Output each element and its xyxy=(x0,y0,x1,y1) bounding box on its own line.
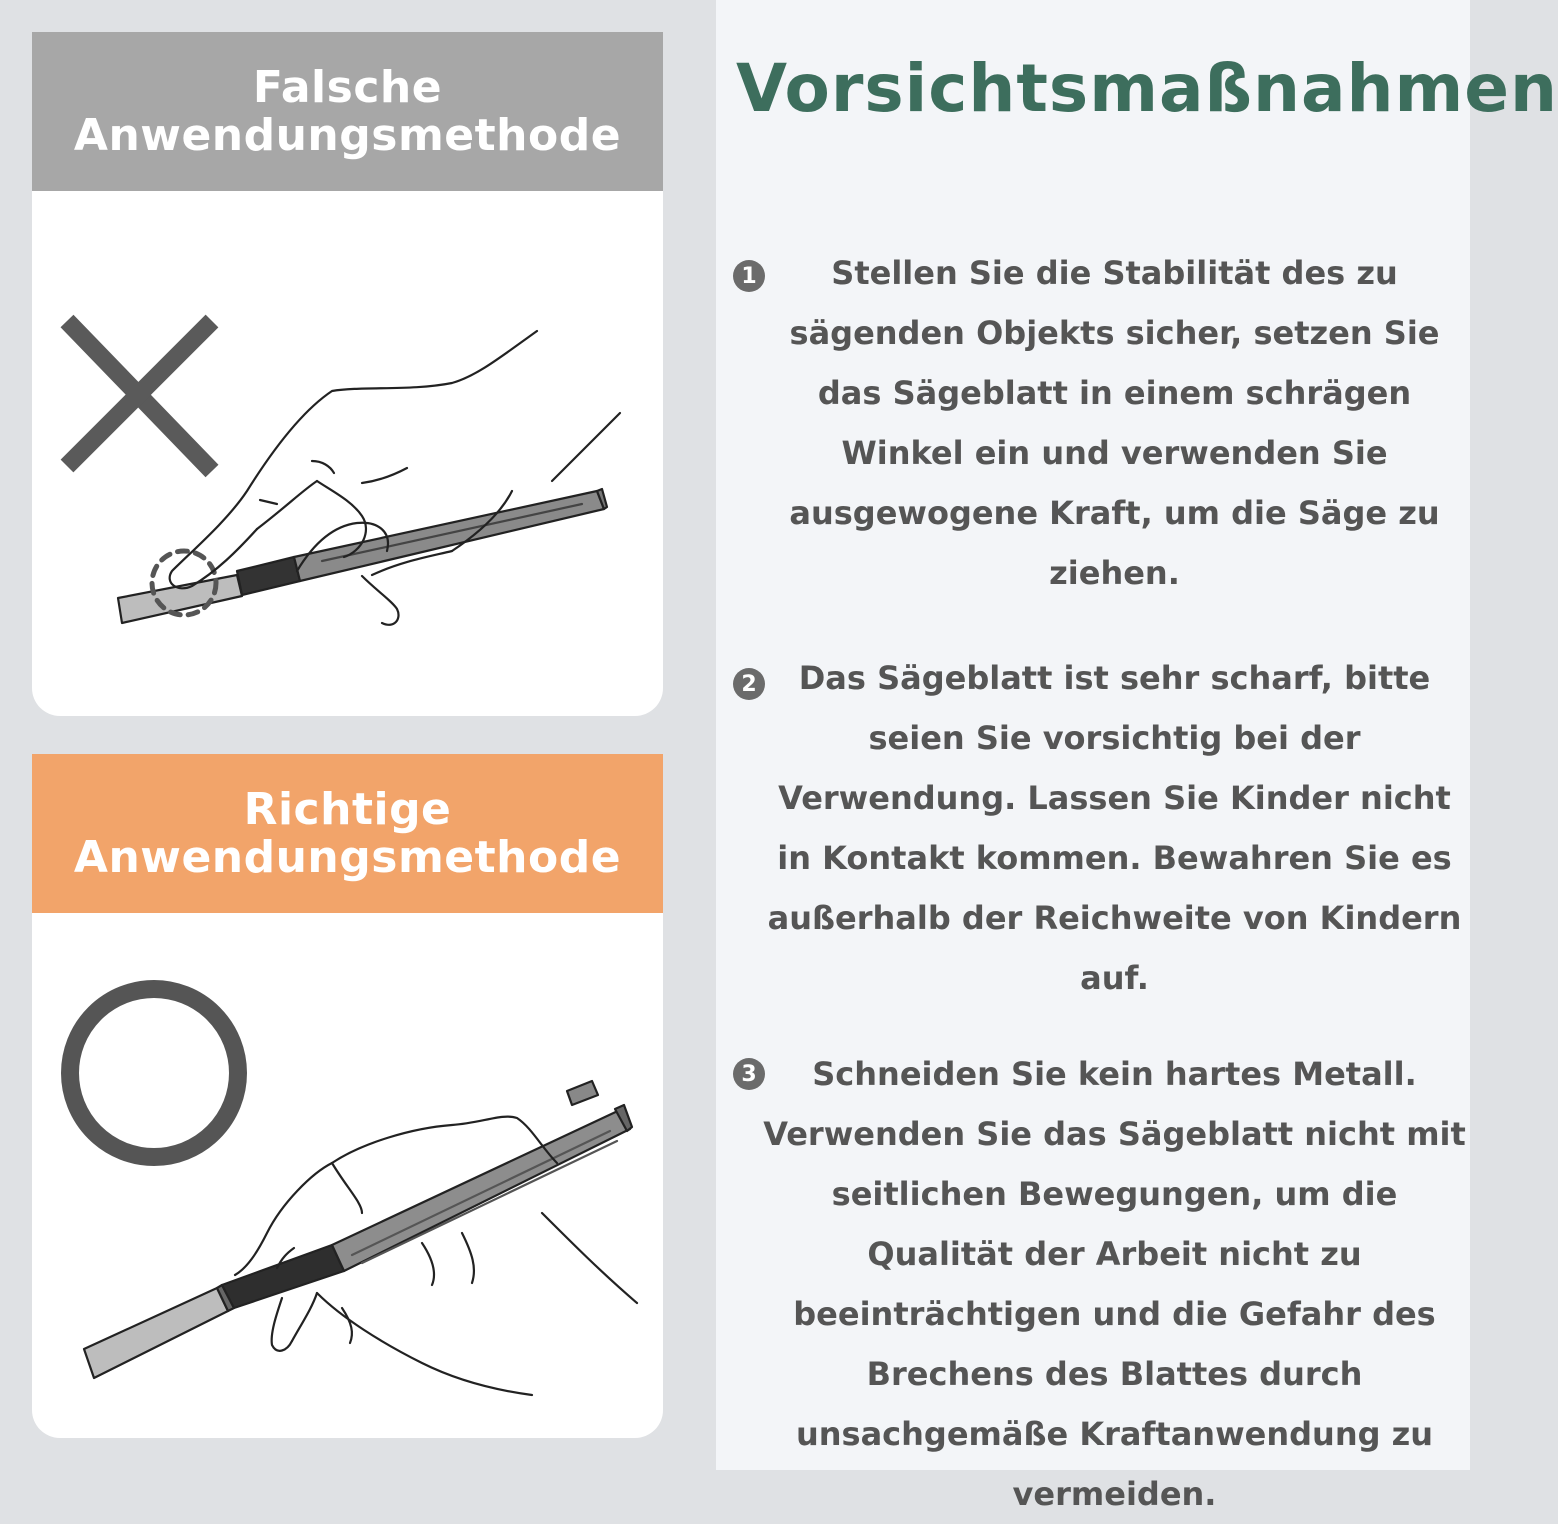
wrong-usage-card xyxy=(32,32,663,716)
wrong-usage-illustration xyxy=(32,191,663,716)
precaution-text-1: Stellen Sie die Stabilität des zu sägenden Objekts sicher, setzen Sie das Sägeblatt in einem schrägen Winkel ein und verwenden Sie ausgewogene Kraft, um die Säge zu ziehen. xyxy=(789,254,1440,592)
correct-usage-illustration xyxy=(32,913,663,1438)
wrong-usage-header-line2: Anwendungsmethode xyxy=(73,109,622,161)
precaution-text-3: Schneiden Sie kein hartes Metall. Verwenden Sie das Sägeblatt nicht mit seitlichen Bewegungen, um die Qualität der Arbeit nicht zu beeinträchtigen und die Gefahr des Brechens des Blattes durch unsachgemäße Kraftanwendung zu vermeiden. xyxy=(763,1055,1466,1513)
correct-usage-header xyxy=(32,754,663,913)
wrong-usage-header xyxy=(32,32,663,191)
correct-usage-card xyxy=(32,754,663,1438)
hand-holding-saw-correct xyxy=(84,1081,637,1395)
hand-holding-saw-wrong xyxy=(118,331,620,625)
cross-icon xyxy=(67,321,212,471)
precautions-title: Vorsichtsmaßnahmen xyxy=(736,50,1558,127)
number-badge-1: 1 xyxy=(733,260,765,292)
number-badge-3: 3 xyxy=(733,1058,765,1090)
circle-icon xyxy=(70,989,238,1157)
correct-usage-header-line1: Richtige xyxy=(243,783,452,835)
correct-usage-header-line2: Anwendungsmethode xyxy=(73,831,622,883)
usage-comparison-panel xyxy=(0,0,716,1470)
number-badge-2: 2 xyxy=(733,668,765,700)
wrong-usage-header-line1: Falsche xyxy=(252,61,443,113)
precaution-text-2: Das Sägeblatt ist sehr scharf, bitte seien Sie vorsichtig bei der Verwendung. Lassen Sie Kinder nicht in Kontakt kommen. Bewahren Sie es außerhalb der Reichweite von Kindern auf. xyxy=(767,659,1462,997)
